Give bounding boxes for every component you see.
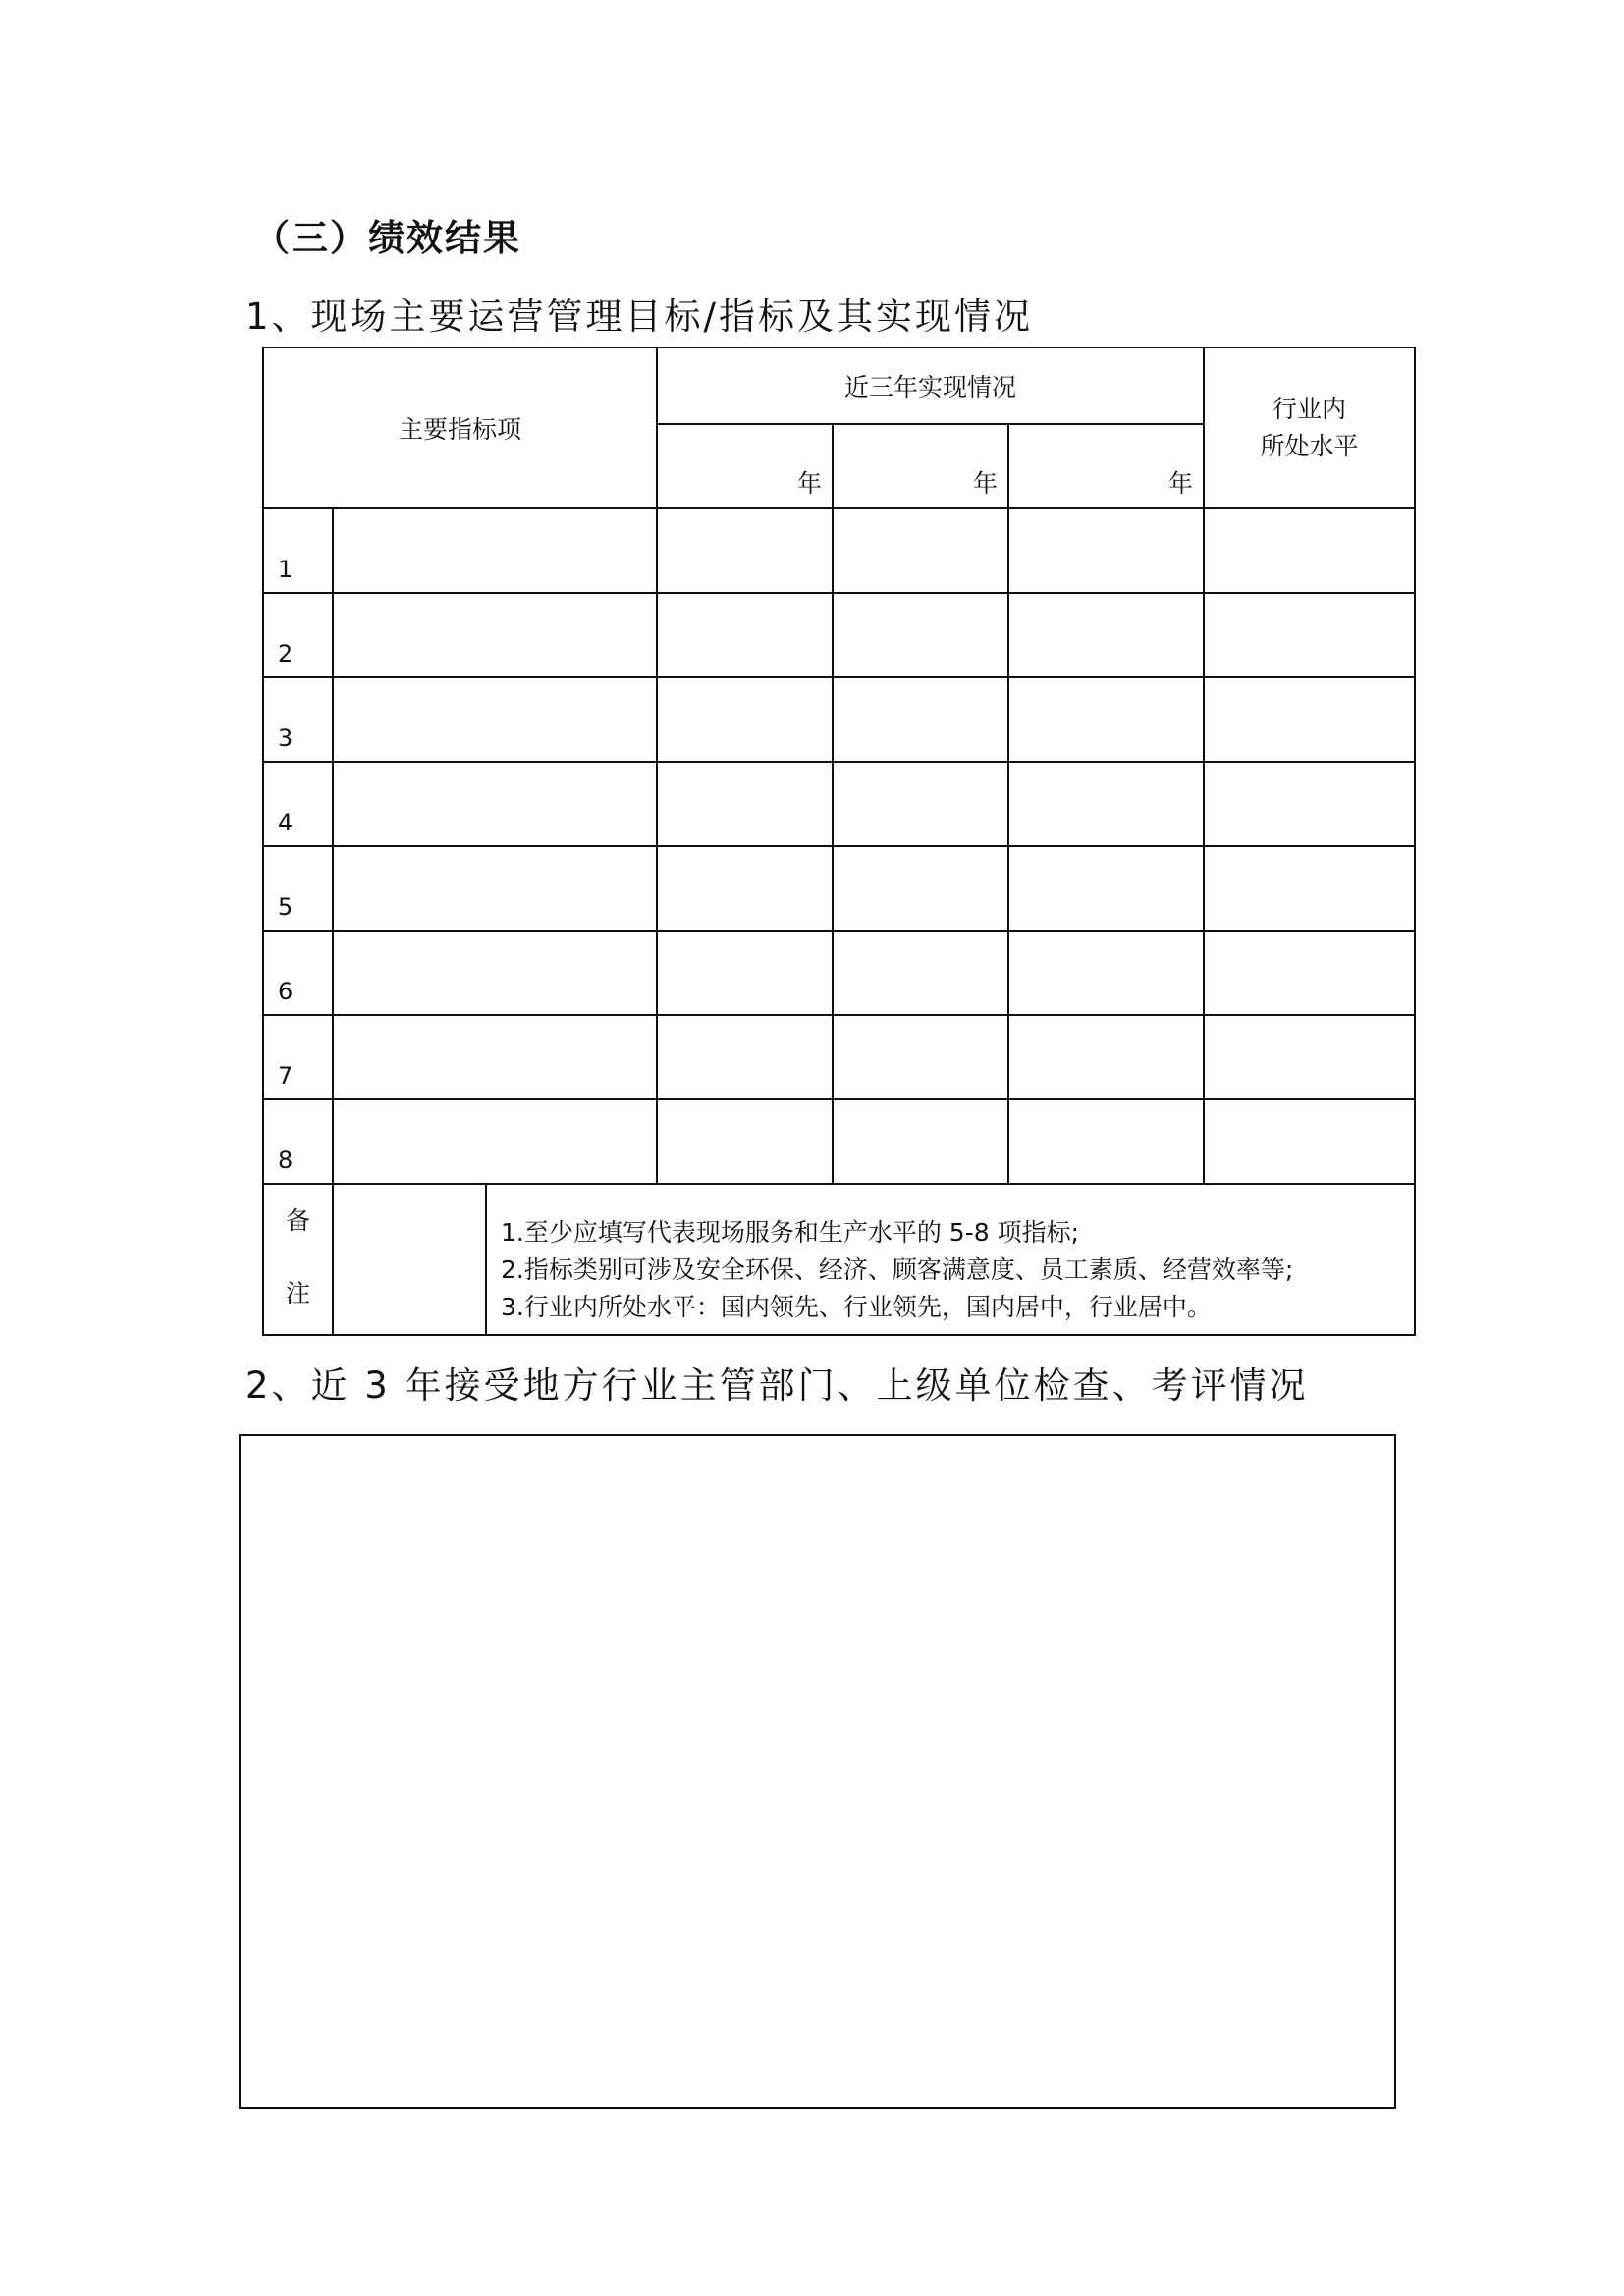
indicator-cell[interactable] xyxy=(333,762,657,846)
level-cell[interactable] xyxy=(1204,1015,1415,1099)
table-row xyxy=(263,1099,1415,1184)
header-year-3: 年 xyxy=(1008,424,1204,508)
year-1-cell[interactable] xyxy=(657,846,833,931)
subsection-title-metrics: 1、现场主要运营管理目标/指标及其实现情况 xyxy=(245,295,1034,338)
note-line-1: 1.至少应填写代表现场服务和生产水平的 5-8 项指标; xyxy=(501,1218,1080,1247)
level-cell[interactable] xyxy=(1204,677,1415,762)
table-row xyxy=(263,762,1415,846)
year-2-cell[interactable] xyxy=(833,1015,1008,1099)
notes-label-char-2: 注 xyxy=(285,1279,310,1308)
year-1-cell[interactable] xyxy=(657,677,833,762)
notes-label xyxy=(263,1184,333,1335)
notes-blank-cell[interactable] xyxy=(333,1184,486,1335)
year-2-cell[interactable] xyxy=(833,846,1008,931)
header-industry-level-line1: 行业内 xyxy=(1272,395,1347,423)
year-2-cell[interactable] xyxy=(833,508,1008,593)
year-3-cell[interactable] xyxy=(1008,846,1204,931)
year-3-cell[interactable] xyxy=(1008,1099,1204,1184)
year-1-cell[interactable] xyxy=(657,931,833,1015)
year-3-cell[interactable] xyxy=(1008,508,1204,593)
year-1-cell[interactable] xyxy=(657,762,833,846)
table-row xyxy=(263,677,1415,762)
year-2-cell[interactable] xyxy=(833,1099,1008,1184)
table-row xyxy=(263,846,1415,931)
header-main-indicator: 主要指标项 xyxy=(263,347,657,508)
level-cell[interactable] xyxy=(1204,846,1415,931)
year-2-cell[interactable] xyxy=(833,593,1008,677)
subsection-title-inspections: 2、近 3 年接受地方行业主管部门、上级单位检查、考评情况 xyxy=(245,1364,1309,1407)
metrics-table xyxy=(262,347,1416,1336)
year-3-cell[interactable] xyxy=(1008,677,1204,762)
row-number: 8 xyxy=(263,1099,333,1184)
notes-row xyxy=(263,1184,1415,1335)
indicator-cell[interactable] xyxy=(333,846,657,931)
level-cell[interactable] xyxy=(1204,762,1415,846)
level-cell[interactable] xyxy=(1204,593,1415,677)
header-recent-three-years: 近三年实现情况 xyxy=(657,347,1204,424)
table-row xyxy=(263,931,1415,1015)
table-row xyxy=(263,1015,1415,1099)
year-1-cell[interactable] xyxy=(657,1015,833,1099)
header-year-2: 年 xyxy=(833,424,1008,508)
row-number: 7 xyxy=(263,1015,333,1099)
inspection-response-box[interactable] xyxy=(239,1434,1396,2109)
row-number: 2 xyxy=(263,593,333,677)
year-3-cell[interactable] xyxy=(1008,931,1204,1015)
year-1-cell[interactable] xyxy=(657,593,833,677)
section-heading: （三）绩效结果 xyxy=(253,217,521,259)
indicator-cell[interactable] xyxy=(333,677,657,762)
year-2-cell[interactable] xyxy=(833,762,1008,846)
indicator-cell[interactable] xyxy=(333,1015,657,1099)
header-industry-level xyxy=(1204,347,1415,508)
header-year-1: 年 xyxy=(657,424,833,508)
row-number: 4 xyxy=(263,762,333,846)
level-cell[interactable] xyxy=(1204,931,1415,1015)
row-number: 6 xyxy=(263,931,333,1015)
year-1-cell[interactable] xyxy=(657,1099,833,1184)
year-3-cell[interactable] xyxy=(1008,1015,1204,1099)
indicator-cell[interactable] xyxy=(333,508,657,593)
notes-label-char-1: 备 xyxy=(285,1206,310,1235)
table-row xyxy=(263,508,1415,593)
level-cell[interactable] xyxy=(1204,1099,1415,1184)
notes-content xyxy=(486,1184,1415,1335)
year-1-cell[interactable] xyxy=(657,508,833,593)
indicator-cell[interactable] xyxy=(333,593,657,677)
row-number: 1 xyxy=(263,508,333,593)
row-number: 5 xyxy=(263,846,333,931)
row-number: 3 xyxy=(263,677,333,762)
header-industry-level-line2: 所处水平 xyxy=(1260,432,1359,460)
year-3-cell[interactable] xyxy=(1008,762,1204,846)
year-2-cell[interactable] xyxy=(833,677,1008,762)
note-line-3: 3.行业内所处水平：国内领先、行业领先，国内居中，行业居中。 xyxy=(501,1293,1212,1321)
year-3-cell[interactable] xyxy=(1008,593,1204,677)
table-row xyxy=(263,593,1415,677)
note-line-2: 2.指标类别可涉及安全环保、经济、顾客满意度、员工素质、经营效率等; xyxy=(501,1255,1294,1284)
level-cell[interactable] xyxy=(1204,508,1415,593)
indicator-cell[interactable] xyxy=(333,931,657,1015)
year-2-cell[interactable] xyxy=(833,931,1008,1015)
indicator-cell[interactable] xyxy=(333,1099,657,1184)
